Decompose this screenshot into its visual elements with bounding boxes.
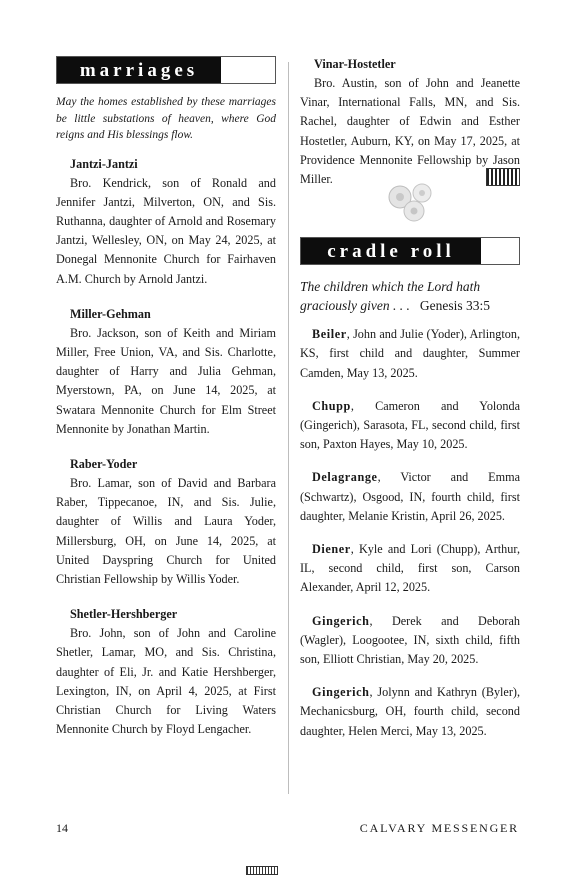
birth-details: , Derek and Deborah (Wagler), Loogootee, IN, sixth child, fifth son, Elliott Christian, May 20, 2025. xyxy=(300,613,520,667)
scripture-reference: Genesis 33:5 xyxy=(419,298,490,314)
marriage-entry xyxy=(56,606,276,739)
column-divider xyxy=(288,62,289,794)
family-name: Beiler xyxy=(312,327,347,342)
marriage-text: Bro. Lamar, son of David and Barbara Raber, Tippecanoe, IN, and Sis. Julie, daughter of Willis and Laura Yoder, Millersburg, OH, on June 14, 2025, at United Dayspring Church for United Christian Fellowship by Willis Yoder. xyxy=(56,475,276,586)
marriage-text: Bro. John, son of John and Caroline Shetler, Lamar, MO, and Sis. Christina, daughter of Eli, Jr. and Katie Hershberger, Lexington, IN, on April 4, 2025, at First Christian Church for Living Waters Mennonite Church by Floyd Lengacher. xyxy=(56,626,276,737)
marriage-entry xyxy=(300,56,520,189)
stamp-icon xyxy=(486,168,520,186)
flower-ornament xyxy=(300,189,520,237)
birth-details: , Jolynn and Kathryn (Byler), Mechanicsburg, OH, fourth child, second daughter, Helen Merci, May 13, 2025. xyxy=(300,685,520,738)
family-name: Gingerich xyxy=(312,613,370,628)
marriage-title: Vinar-Hostetler xyxy=(314,57,396,71)
flower-icon xyxy=(380,179,442,223)
marriage-entry xyxy=(56,456,276,589)
marriage-title: Jantzi-Jantzi xyxy=(70,156,138,171)
birth-details: , Cameron and Yolonda (Gingerich), Sarasota, FL, second child, first son, Paxton Hayes, May 10, 2025. xyxy=(300,398,520,452)
birth-entry xyxy=(300,683,520,741)
marriage-entry xyxy=(56,156,276,289)
cradle-intro-text: The children which the Lord hath graciously given . . . xyxy=(300,279,481,314)
marriage-title: Raber-Yoder xyxy=(70,456,138,471)
family-name: Delagrange xyxy=(312,470,378,485)
family-name: Chupp xyxy=(312,398,351,413)
family-name: Gingerich xyxy=(312,685,370,700)
marriage-text: Bro. Kendrick, son of Ronald and Jennifer Jantzi, Milverton, ON, and Sis. Ruthanna, daughter of Arnold and Rosemary Jantzi, Wellesley, ON, on May 24, 2025, at Donegal Mennonite Church for Fairhaven A.M. Church by Arnold Jantzi. xyxy=(56,175,276,286)
birth-details: , Kyle and Lori (Chupp), Arthur, IL, second child, first son, Carson Alexander, April 12, 2025. xyxy=(300,542,520,595)
birth-entry xyxy=(300,540,520,598)
birth-details: , John and Julie (Yoder), Arlington, KS, first child and daughter, Summer Camden, May 13, 2025. xyxy=(300,327,520,380)
cradle-roll-heading: cradle roll xyxy=(301,238,481,264)
page-number: 14 xyxy=(56,821,68,835)
barcode-icon xyxy=(246,866,278,875)
birth-entry xyxy=(300,397,520,455)
marriage-text: Bro. Jackson, son of Keith and Miriam Miller, Free Union, VA, and Sis. Charlotte, daughter of Harry and Julia Gehman, Myerstown, PA, on June 14, 2025, at Swatara Mennonite Church for Elm Street Mennonite by Jonathan Martin. xyxy=(56,325,276,436)
marriage-text: Bro. Austin, son of John and Jeanette Vinar, International Falls, MN, and Sis. Rachel, daughter of Edwin and Esther Hostetler, Auburn, KY, on May 17, 2025, at Providence Mennonite Fellowship by Jason Miller. xyxy=(300,76,520,187)
publication-name: CALVARY MESSENGER xyxy=(359,821,519,835)
marriage-entry xyxy=(56,306,276,439)
marriage-title: Miller-Gehman xyxy=(70,306,151,321)
marriages-heading: marriages xyxy=(57,57,221,83)
marriages-header xyxy=(56,56,276,84)
marriages-column xyxy=(56,56,276,739)
birth-entry xyxy=(300,612,520,670)
right-column xyxy=(300,56,520,741)
family-name: Diener xyxy=(312,542,351,557)
marriages-intro: May the homes established by these marriages be little substations of heaven, where God reigns and His blessings flow. xyxy=(56,96,276,141)
birth-entry xyxy=(300,325,520,383)
cradle-roll-intro xyxy=(300,277,520,315)
birth-details: , Victor and Emma (Schwartz), Osgood, IN, fourth child, first daughter, Melanie Kristin, April 26, 2025. xyxy=(300,470,520,523)
cradle-roll-header xyxy=(300,237,520,265)
marriage-title: Shetler-Hershberger xyxy=(70,607,178,622)
birth-entry xyxy=(300,468,520,526)
